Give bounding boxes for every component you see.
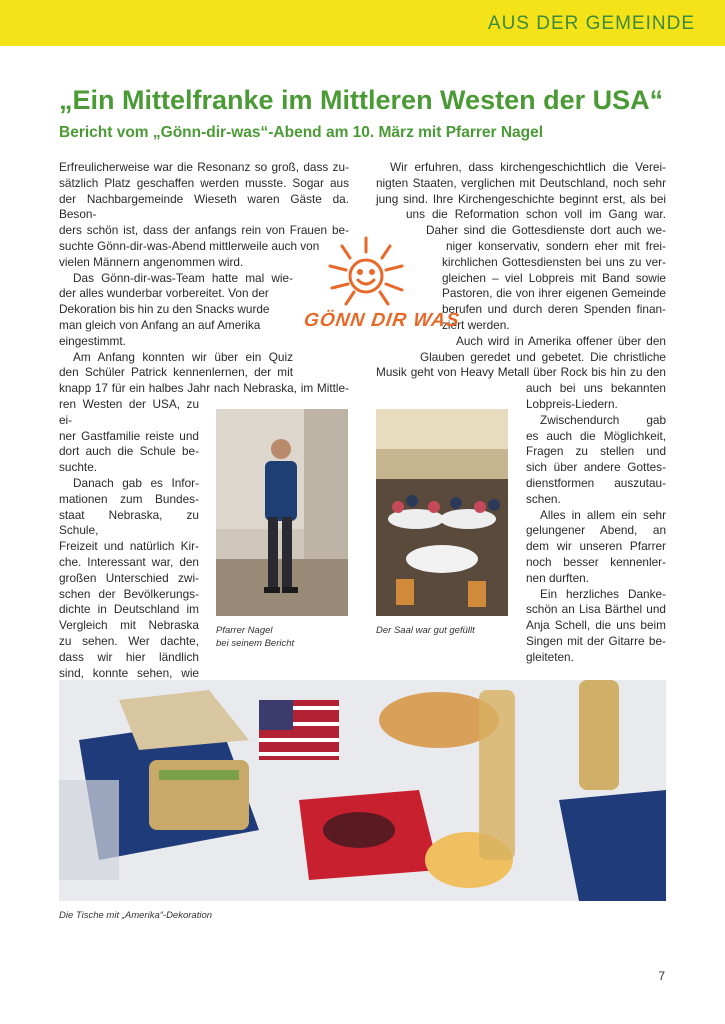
text-line: der Nachbargemeinde Wieseth waren Gäste da. Beson-	[59, 191, 349, 222]
tables-photo	[59, 680, 666, 901]
text-line: Auch wird in Amerika offener über den	[456, 333, 666, 348]
goenn-dir-was-logo	[302, 232, 462, 336]
hall-caption: Der Saal war gut gefüllt	[376, 625, 475, 636]
text-line: che. Interessant war, den	[59, 554, 199, 569]
text-line: noch besser kennenler-	[526, 554, 666, 569]
page-number: 7	[658, 969, 665, 983]
text-line: knapp 17 für ein halbes Jahr nach Nebraska, im Mittle-	[59, 381, 349, 396]
text-line: Anja Schell, die uns beim	[526, 618, 666, 633]
article-subtitle: Bericht vom „Gönn-dir-was“-Abend am 10. März mit Pfarrer Nagel	[59, 124, 544, 141]
text-line: der alles wunderbar vorbereitet. Von der	[59, 286, 269, 301]
text-line: dort auch die Schule be-	[59, 444, 199, 459]
text-line: Pastoren, die von ihrer eigenen Gemeinde	[442, 286, 666, 301]
text-line: Wir erfuhren, dass kirchengeschichtlich die Verei-	[390, 160, 666, 174]
text-line: berufen und durch deren Spenden finan-	[442, 302, 666, 317]
text-line: Danach gab es Infor-	[73, 475, 199, 490]
text-line: schen der Bevölkerungs-	[59, 586, 199, 601]
text-line: zu sehen. Wer dachte,	[59, 633, 199, 648]
text-line: Erfreulicherweise war die Resonanz so groß, dass zu-	[59, 160, 349, 174]
caption-line: bei seinem Bericht	[216, 638, 295, 649]
text-line: niger konservativ, sondern eher mit frei-	[446, 238, 666, 253]
text-line: staat Nebraska, zu Schule,	[59, 507, 199, 538]
text-line: Daher sind die Gottesdienste dort auch we-	[426, 223, 666, 238]
text-line: Zwischendurch gab	[540, 412, 666, 427]
text-line: mationen zum Bundes-	[59, 491, 199, 506]
logo-text: GÖNN DIR WAS	[302, 310, 462, 331]
text-line: nen durften.	[526, 570, 589, 585]
text-line: es auch die Möglichkeit,	[526, 428, 666, 443]
text-line: gelungener Abend, an	[526, 523, 666, 538]
text-line: suchte Gönn-dir-was-Abend mittlerweile auch von	[59, 238, 320, 253]
text-line: den Schüler Patrick kennenlernen, der mit	[59, 365, 293, 380]
text-line: dass wir hier ländlich	[59, 649, 199, 664]
caption-line: Pfarrer Nagel	[216, 625, 273, 636]
text-line: schön an Lisa Bärthel und	[526, 602, 666, 617]
text-line: ren Westen der USA, zu ei-	[59, 396, 199, 427]
text-line: schen.	[526, 491, 561, 506]
text-line: Glauben geredet und gebetet. Die christliche	[420, 349, 666, 364]
text-line: sätzlich Platz geschaffen werden musste. Sogar aus	[59, 175, 349, 190]
text-line: ziert werden.	[442, 317, 510, 332]
text-line: gleichen – viel Lobpreis mit Band sowie	[442, 270, 666, 285]
text-line: Am Anfang konnten wir über ein Quiz	[73, 349, 293, 364]
text-line: sind, konnte sehen, wie	[59, 665, 199, 680]
text-line: kirchlichen Gottesdiensten bei uns zu ver-	[442, 254, 666, 269]
section-label: AUS DER GEMEINDE	[487, 13, 695, 34]
speaker-photo	[216, 409, 348, 616]
text-line: man gleich von Anfang an auf Amerika	[59, 317, 261, 332]
text-line: eingestimmt.	[59, 333, 126, 348]
text-line: vielen Männern angenommen wird.	[59, 254, 244, 269]
text-line: gleiteten.	[526, 649, 574, 664]
text-line: Musik geht von Heavy Metall über Rock bis hin zu den	[376, 365, 666, 380]
text-line: Vergleich mit Nebraska	[59, 618, 199, 633]
text-line: dichte in Deutschland im	[59, 602, 199, 617]
tables-caption: Die Tische mit „Amerika“-Dekoration	[59, 910, 213, 921]
text-line: Ein herzliches Danke-	[540, 586, 666, 601]
text-line: uns die Reformation schon voll im Gang war.	[406, 207, 666, 222]
text-line: nigten Staaten, verglichen mit Deutschland, noch sehr	[376, 175, 666, 190]
speaker-caption	[216, 624, 294, 650]
article-title: „Ein Mittelfranke im Mittleren Westen der USA“	[59, 85, 664, 115]
text-line: dem wir unseren Pfarrer	[526, 539, 666, 554]
text-line: suchte.	[59, 460, 98, 475]
text-line: Das Gönn-dir-was-Team hatte mal wie-	[73, 270, 293, 285]
hall-photo	[376, 409, 508, 616]
text-line: Singen mit der Gitarre be-	[526, 633, 666, 648]
text-line: Fragen zu stellen und	[526, 444, 666, 459]
text-line: auch bei uns bekannten	[526, 381, 666, 396]
text-line: großen Unterschied zwi-	[59, 570, 199, 585]
text-line: Dekoration bis hin zu den Snacks wurde	[59, 302, 270, 317]
text-line: Lobpreis-Liedern.	[526, 396, 618, 411]
text-line: dienstformen auszutau-	[526, 475, 666, 490]
text-line: ders schön ist, dass der anfangs rein von Frauen be-	[59, 223, 349, 238]
text-line: Freizeit und natürlich Kir-	[59, 539, 199, 554]
text-line: ner Gastfamilie reiste und	[59, 428, 199, 443]
text-line: jung sind. Ihre Kirchengeschichte beginnt erst, als bei	[376, 191, 666, 206]
text-line: sich über andere Gottes-	[526, 460, 666, 475]
text-line: Alles in allem ein sehr	[540, 507, 666, 522]
